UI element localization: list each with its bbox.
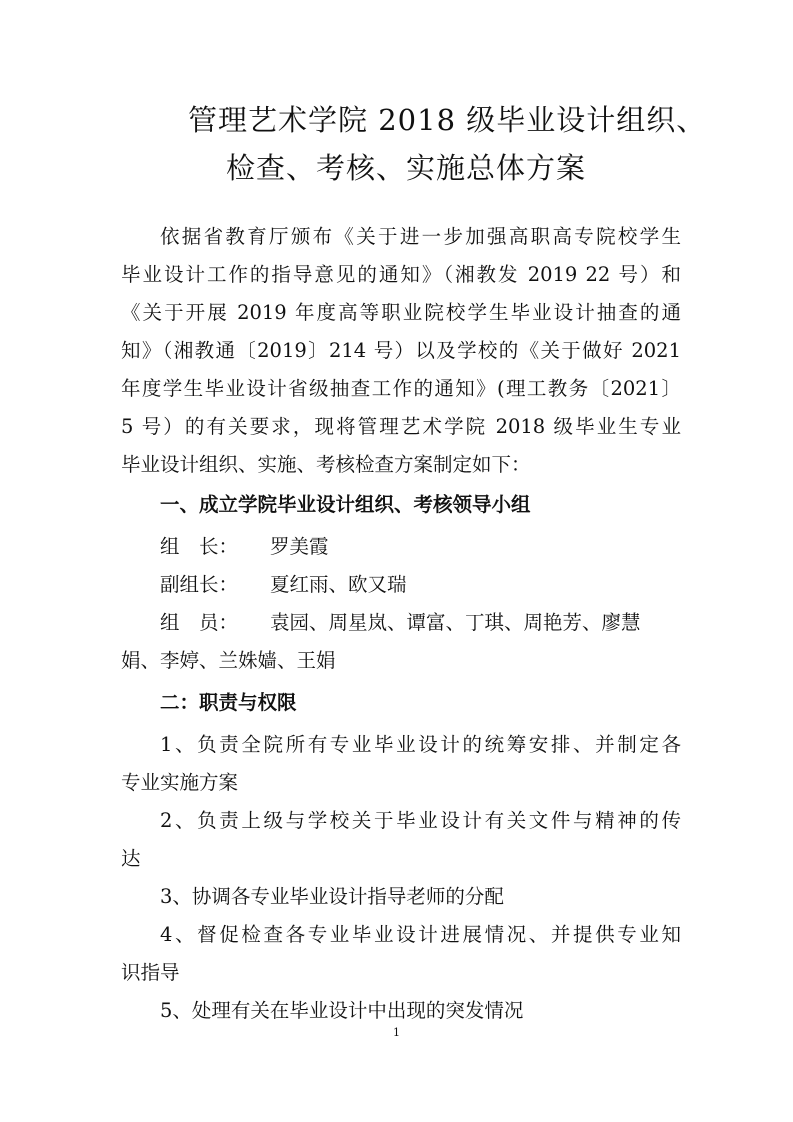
duty-item-1: 1、负责全院所有专业毕业设计的统筹安排、并制定各 xyxy=(160,733,681,756)
section-1-heading: 一、成立学院毕业设计组织、考核领导小组 xyxy=(160,493,531,516)
duty-item-4-continuation: 识指导 xyxy=(121,961,180,984)
page-number: 1 xyxy=(393,1026,400,1039)
intro-line: 5 号）的有关要求，现将管理艺术学院 2018 级毕业生专业 xyxy=(121,415,681,438)
intro-line: 知》（湘教通〔2019〕214 号）以及学校的《关于做好 2021 xyxy=(121,339,681,362)
deputy-row xyxy=(160,572,407,598)
intro-line: 《关于开展 2019 年度高等职业院校学生毕业设计抽查的通 xyxy=(121,301,681,324)
leader-role: 组 长： xyxy=(160,535,239,558)
document-title-line-1: 管理艺术学院 2018 级毕业设计组织、 xyxy=(188,103,707,137)
members-role: 组 员： xyxy=(160,611,239,634)
document-title-line-2: 检查、考核、实施总体方案 xyxy=(226,151,587,185)
intro-line: 毕业设计工作的指导意见的通知》（湘教发 2019 22 号）和 xyxy=(121,263,681,286)
members-names: 袁园、周星岚、谭富、丁琪、周艳芳、廖慧 xyxy=(270,611,641,634)
duty-item-2: 2、负责上级与学校关于毕业设计有关文件与精神的传 xyxy=(160,809,681,832)
section-2-heading: 二：职责与权限 xyxy=(160,691,297,714)
intro-line: 依据省教育厅颁布《关于进一步加强高职高专院校学生 xyxy=(160,225,681,248)
deputy-role: 副组长： xyxy=(160,573,239,596)
intro-line: 年度学生毕业设计省级抽查工作的通知》(理工教务〔2021〕 xyxy=(121,377,681,400)
duty-item-5: 5、处理有关在毕业设计中出现的突发情况 xyxy=(160,999,524,1022)
leader-row xyxy=(160,534,329,560)
deputy-names: 夏红雨、欧又瑞 xyxy=(270,573,407,596)
members-row xyxy=(160,610,641,636)
duty-item-4: 4、督促检查各专业毕业设计进展情况、并提供专业知 xyxy=(160,923,681,946)
duty-item-2-continuation: 达 xyxy=(121,847,141,870)
duty-item-1-continuation: 专业实施方案 xyxy=(121,771,239,794)
duty-item-3: 3、协调各专业毕业设计指导老师的分配 xyxy=(160,885,504,908)
leader-names: 罗美霞 xyxy=(270,535,329,558)
intro-line: 毕业设计组织、实施、考核检查方案制定如下： xyxy=(121,453,531,476)
members-continuation: 娟、李婷、兰姝嫱、王娟 xyxy=(121,649,336,672)
